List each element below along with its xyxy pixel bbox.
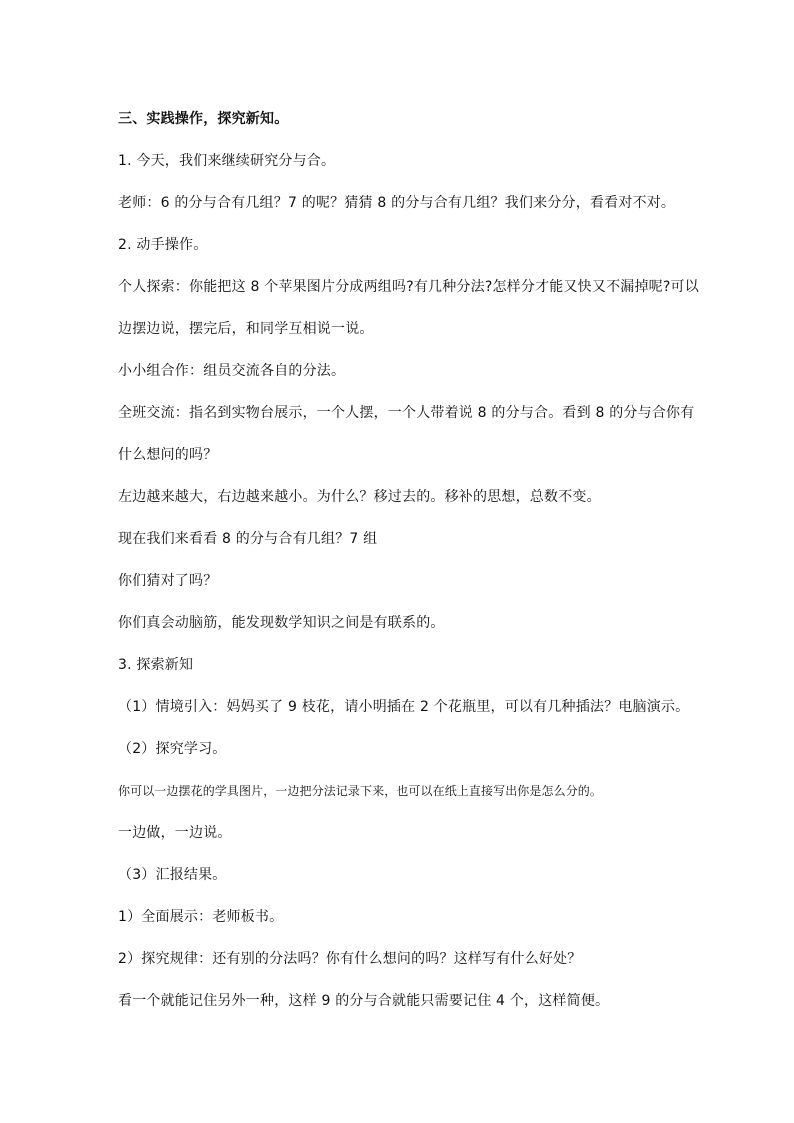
- paragraph-line: （2）探究学习。: [118, 741, 227, 757]
- paragraph-line: 2）探究规律：还有别的分法吗？你有什么想问的吗？这样写有什么好处？: [118, 951, 582, 967]
- paragraph-line: 看一个就能记住另外一种，这样 9 的分与合就能只需要记住 4 个，这样简便。: [118, 993, 610, 1009]
- paragraph-line: 2. 动手操作。: [118, 237, 208, 253]
- paragraph-line: （1）情境引入：妈妈买了 9 枝花，请小明插在 2 个花瓶里，可以有几种插法？电脑演示。: [118, 699, 690, 715]
- paragraph-line: 你们真会动脑筋，能发现数学知识之间是有联系的。: [118, 615, 445, 631]
- paragraph-line: 什么想问的吗？: [118, 447, 218, 463]
- paragraph-line: （3）汇报结果。: [118, 867, 227, 883]
- paragraph-line: 1. 今天，我们来继续研究分与合。: [118, 153, 336, 169]
- paragraph-line: 你们猜对了吗？: [118, 573, 218, 589]
- paragraph-line: 个人探索：你能把这 8 个苹果图片分成两组吗?有几种分法?怎样分才能又快又不漏掉呢?可以: [118, 279, 699, 295]
- section-heading: 三、实践操作，探究新知。: [118, 111, 289, 127]
- paragraph-line: 老师：6 的分与合有几组？7 的呢？猜猜 8 的分与合有几组？我们来分分，看看对不对。: [118, 195, 676, 211]
- paragraph-line: 左边越来越大，右边越来越小。为什么？移过去的。移补的思想，总数不变。: [118, 489, 601, 505]
- paragraph-line: 小小组合作：组员交流各自的分法。: [118, 363, 346, 379]
- paragraph-line: 现在我们来看看 8 的分与合有几组？7 组: [118, 531, 378, 547]
- paragraph-line: 边摆边说，摆完后，和同学互相说一说。: [118, 321, 374, 337]
- paragraph-line: 1）全面展示：老师板书。: [118, 909, 284, 925]
- paragraph-line: 3. 探索新知: [118, 657, 194, 673]
- paragraph-line: 你可以一边摆花的学具图片，一边把分法记录下来，也可以在纸上直接写出你是怎么分的。: [118, 784, 603, 798]
- paragraph-line: 一边做，一边说。: [118, 825, 232, 841]
- paragraph-line: 全班交流：指名到实物台展示，一个人摆，一个人带着说 8 的分与合。看到 8 的分与合你有: [118, 405, 695, 421]
